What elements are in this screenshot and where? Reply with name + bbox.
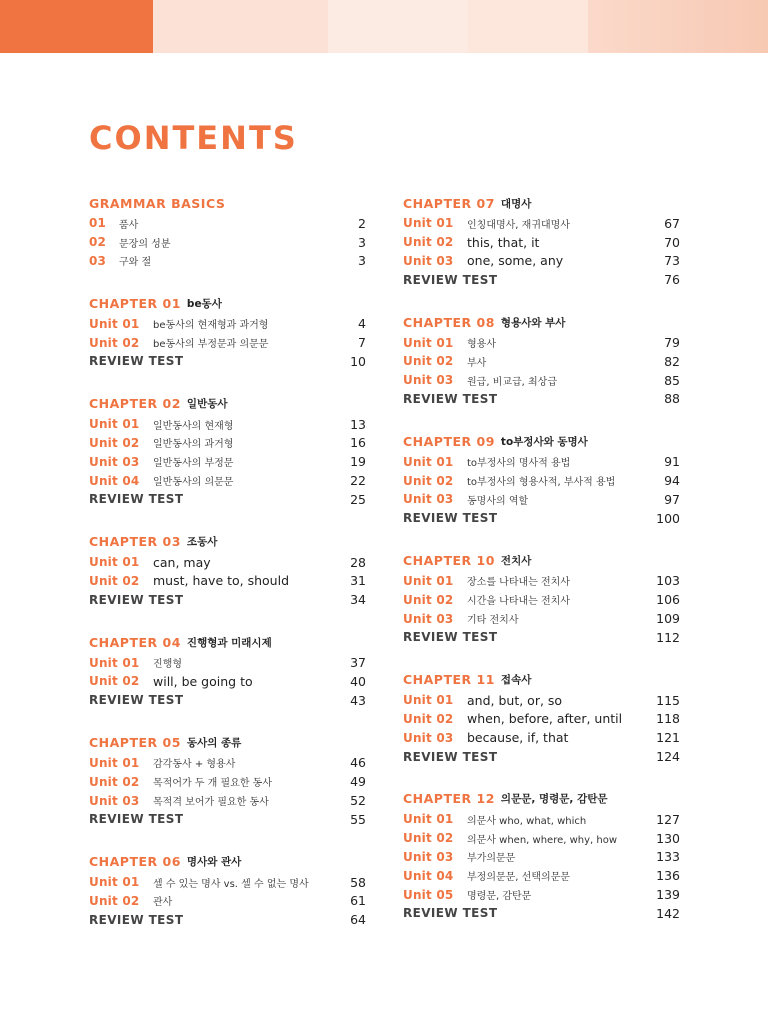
unit-label: Unit 02 — [89, 774, 140, 789]
toc-entry-row[interactable] — [89, 333, 366, 352]
toc-section — [89, 393, 366, 509]
page-number: 130 — [656, 830, 680, 846]
toc-entry-row[interactable] — [89, 314, 366, 333]
page-number: 46 — [350, 755, 366, 771]
toc-entry-row[interactable] — [403, 810, 680, 829]
unit-label: Unit 04 — [89, 473, 140, 488]
toc-entry-row[interactable] — [403, 233, 680, 252]
unit-label: Unit 01 — [89, 555, 140, 570]
unit-title: 부정의문문, 선택의문문 — [467, 872, 570, 884]
unit-title: and, but, or, so — [467, 692, 563, 708]
unit-label: Unit 01 — [403, 812, 454, 827]
unit-title: 의문사 who, what, which — [467, 815, 587, 827]
unit-title: 동명사의 역할 — [467, 495, 529, 507]
toc-section — [403, 311, 680, 408]
toc-entry-row[interactable] — [403, 214, 680, 233]
page-number: 133 — [656, 849, 680, 865]
unit-title: 장소를 나타내는 전치사 — [467, 577, 570, 589]
page-number: 37 — [350, 655, 366, 671]
toc-entry-row[interactable] — [89, 434, 366, 453]
header-block-gradient — [588, 0, 768, 53]
toc-section — [403, 669, 680, 766]
unit-label: Unit 01 — [89, 755, 140, 770]
page-number: 136 — [656, 868, 680, 884]
unit-label: Unit 03 — [89, 793, 140, 808]
page-number: 88 — [664, 391, 680, 407]
section-heading[interactable] — [89, 192, 366, 214]
review-test-row[interactable] — [89, 352, 366, 371]
unit-label: REVIEW TEST — [89, 354, 184, 369]
unit-title: 형용사 — [467, 339, 496, 351]
unit-title: 명령문, 감탄문 — [467, 891, 532, 903]
toc-entry-row[interactable] — [89, 754, 366, 773]
unit-title: 인칭대명사, 재귀대명사 — [467, 219, 570, 231]
toc-entry-row[interactable] — [403, 866, 680, 885]
unit-label: REVIEW TEST — [89, 812, 184, 827]
chapter-name: 진행형과 미래시제 — [186, 636, 272, 649]
unit-label: Unit 03 — [403, 730, 454, 745]
toc-entry-row[interactable] — [89, 672, 366, 691]
unit-label: REVIEW TEST — [403, 511, 498, 526]
chapter-tag: CHAPTER 06 — [89, 854, 181, 870]
toc-entry-row[interactable] — [89, 233, 366, 252]
unit-label: Unit 01 — [89, 655, 140, 670]
chapter-name: 조동사 — [186, 536, 218, 549]
page-number: 43 — [350, 692, 366, 708]
unit-title: 부가의문문 — [467, 853, 516, 865]
toc-right-column — [403, 192, 680, 945]
review-test-row[interactable] — [403, 390, 680, 409]
unit-title: 일반동사의 과거형 — [153, 439, 234, 451]
page-number: 2 — [358, 215, 366, 231]
review-test-row[interactable] — [403, 747, 680, 766]
unit-title: 품사 — [119, 219, 139, 231]
toc-entry-row[interactable] — [89, 873, 366, 892]
page-number: 70 — [664, 234, 680, 250]
toc-entry-row[interactable] — [403, 371, 680, 390]
page-number: 139 — [656, 887, 680, 903]
toc-entry-row[interactable] — [403, 885, 680, 904]
chapter-tag: CHAPTER 09 — [403, 433, 495, 449]
toc-entry-row[interactable] — [403, 252, 680, 271]
page-number: 82 — [664, 353, 680, 369]
unit-label: Unit 01 — [89, 316, 140, 331]
chapter-name: 일반동사 — [186, 398, 228, 411]
unit-title: 시간을 나타내는 전치사 — [467, 596, 570, 608]
page-number: 22 — [350, 473, 366, 489]
page-number: 73 — [664, 253, 680, 269]
unit-label: 02 — [89, 235, 107, 250]
toc-entry-row[interactable] — [89, 471, 366, 490]
toc-section — [89, 292, 366, 370]
unit-title: 셀 수 있는 명사 vs. 셀 수 없는 명사 — [153, 878, 309, 890]
unit-title: to부정사의 명사적 용법 — [467, 458, 571, 470]
toc-section — [89, 732, 366, 829]
unit-label: Unit 03 — [403, 253, 454, 268]
toc-section — [403, 788, 680, 923]
unit-title: because, if, that — [467, 730, 569, 746]
page-number: 100 — [656, 510, 680, 526]
unit-label: Unit 01 — [403, 335, 454, 350]
page-number: 67 — [664, 215, 680, 231]
unit-title: one, some, any — [467, 253, 564, 269]
unit-title: this, that, it — [467, 234, 540, 250]
unit-title: 일반동사의 현재형 — [153, 420, 234, 432]
section-heading[interactable] — [89, 851, 366, 873]
unit-label: Unit 05 — [403, 887, 454, 902]
page-number: 124 — [656, 749, 680, 765]
unit-title: 목적격 보어가 필요한 동사 — [153, 797, 269, 809]
review-test-row[interactable] — [403, 628, 680, 647]
unit-title: can, may — [153, 554, 211, 570]
chapter-tag: CHAPTER 01 — [89, 295, 181, 311]
unit-label: Unit 01 — [89, 875, 140, 890]
page-number: 97 — [664, 491, 680, 507]
page-number: 61 — [350, 893, 366, 909]
chapter-tag: CHAPTER 11 — [403, 672, 495, 688]
unit-label: Unit 02 — [403, 711, 454, 726]
header-block-light — [153, 0, 328, 53]
unit-label: Unit 03 — [403, 492, 454, 507]
toc-section — [403, 550, 680, 647]
unit-label: REVIEW TEST — [89, 492, 184, 507]
page-number: 109 — [656, 611, 680, 627]
unit-title: 진행형 — [153, 659, 182, 671]
review-test-row[interactable] — [403, 509, 680, 528]
toc-entry-row[interactable] — [403, 333, 680, 352]
header-block-dark — [0, 0, 153, 53]
page-number: 106 — [656, 592, 680, 608]
page-title: CONTENTS — [89, 119, 298, 157]
page-number: 19 — [350, 454, 366, 470]
unit-label: REVIEW TEST — [403, 906, 498, 921]
chapter-name: 명사와 관사 — [186, 856, 242, 869]
chapter-name: 형용사와 부사 — [500, 316, 566, 329]
unit-label: Unit 01 — [403, 216, 454, 231]
chapter-tag: CHAPTER 05 — [89, 735, 181, 751]
page-number: 127 — [656, 811, 680, 827]
unit-title: 목적어가 두 개 필요한 동사 — [153, 778, 272, 790]
unit-label: REVIEW TEST — [89, 693, 184, 708]
unit-title: will, be going to — [153, 673, 253, 689]
toc-entry-row[interactable] — [89, 791, 366, 810]
toc-entry-row[interactable] — [403, 452, 680, 471]
toc-entry-row[interactable] — [89, 772, 366, 791]
unit-label: Unit 02 — [403, 831, 454, 846]
unit-label: REVIEW TEST — [89, 592, 184, 607]
page-number: 76 — [664, 272, 680, 288]
chapter-tag: CHAPTER 03 — [89, 534, 181, 550]
page-number: 31 — [350, 573, 366, 589]
unit-title: must, have to, should — [153, 573, 290, 589]
unit-label: 03 — [89, 253, 107, 268]
section-heading[interactable] — [89, 393, 366, 415]
page-number: 115 — [656, 692, 680, 708]
section-heading[interactable] — [403, 430, 680, 452]
toc-entry-row[interactable] — [89, 452, 366, 471]
page-number: 34 — [350, 592, 366, 608]
page-number: 3 — [358, 234, 366, 250]
toc-entry-row[interactable] — [403, 691, 680, 710]
unit-label: Unit 01 — [403, 573, 454, 588]
header-color-band — [0, 0, 768, 53]
unit-title: 원급, 비교급, 최상급 — [467, 376, 557, 388]
page-number: 79 — [664, 335, 680, 351]
unit-label: Unit 03 — [403, 849, 454, 864]
review-test-row[interactable] — [89, 810, 366, 829]
unit-label: REVIEW TEST — [403, 391, 498, 406]
unit-label: Unit 02 — [89, 893, 140, 908]
unit-label: REVIEW TEST — [403, 630, 498, 645]
section-heading[interactable] — [89, 292, 366, 314]
toc-entry-row[interactable] — [89, 415, 366, 434]
toc-section — [89, 851, 366, 929]
page-number: 16 — [350, 435, 366, 451]
unit-label: Unit 03 — [403, 373, 454, 388]
chapter-tag: GRAMMAR BASICS — [89, 195, 226, 211]
review-test-row[interactable] — [89, 910, 366, 929]
page-number: 40 — [350, 673, 366, 689]
page-number: 10 — [350, 353, 366, 369]
toc-section — [89, 531, 366, 609]
unit-title: 감각동사 + 형용사 — [153, 759, 236, 771]
section-heading[interactable] — [403, 669, 680, 691]
review-test-row[interactable] — [89, 490, 366, 509]
toc-entry-row[interactable] — [403, 609, 680, 628]
section-heading[interactable] — [403, 788, 680, 810]
page-number: 85 — [664, 372, 680, 388]
unit-label: Unit 03 — [403, 611, 454, 626]
chapter-tag: CHAPTER 04 — [89, 634, 181, 650]
unit-label: REVIEW TEST — [403, 749, 498, 764]
unit-title: 관사 — [153, 897, 173, 909]
unit-label: Unit 02 — [89, 674, 140, 689]
page-number: 25 — [350, 491, 366, 507]
page-number: 52 — [350, 793, 366, 809]
review-test-row[interactable] — [89, 691, 366, 710]
page-number: 91 — [664, 454, 680, 470]
toc-entry-row[interactable] — [403, 848, 680, 867]
chapter-tag: CHAPTER 07 — [403, 195, 495, 211]
toc-entry-row[interactable] — [89, 653, 366, 672]
page-number: 55 — [350, 811, 366, 827]
section-heading[interactable] — [89, 732, 366, 754]
unit-label: Unit 01 — [403, 693, 454, 708]
page-number: 28 — [350, 554, 366, 570]
page-number: 112 — [656, 629, 680, 645]
toc-entry-row[interactable] — [89, 252, 366, 271]
unit-label: 01 — [89, 216, 107, 231]
unit-label: REVIEW TEST — [403, 272, 498, 287]
toc-entry-row[interactable] — [403, 829, 680, 848]
toc-entry-row[interactable] — [89, 553, 366, 572]
toc-entry-row[interactable] — [403, 590, 680, 609]
unit-label: Unit 02 — [403, 592, 454, 607]
review-test-row[interactable] — [403, 270, 680, 289]
page-number: 13 — [350, 416, 366, 432]
unit-title: to부정사의 형용사적, 부사적 용법 — [467, 477, 616, 489]
unit-title: 부사 — [467, 357, 487, 369]
unit-title: 문장의 성분 — [119, 238, 171, 250]
toc-entry-row[interactable] — [89, 214, 366, 233]
unit-title: 의문사 when, where, why, how — [467, 834, 618, 846]
chapter-name: 전치사 — [500, 555, 532, 568]
chapter-tag: CHAPTER 10 — [403, 553, 495, 569]
toc-entry-row[interactable] — [89, 572, 366, 591]
unit-label: Unit 02 — [403, 235, 454, 250]
chapter-name: be동사 — [186, 297, 222, 310]
unit-title: be동사의 부정문과 의문문 — [153, 339, 269, 351]
unit-title: be동사의 현재형과 과거형 — [153, 320, 269, 332]
toc-left-column — [89, 192, 366, 951]
toc-entry-row[interactable] — [89, 892, 366, 911]
section-heading[interactable] — [89, 531, 366, 553]
page-number: 4 — [358, 316, 366, 332]
toc-section — [403, 192, 680, 289]
unit-label: REVIEW TEST — [89, 912, 184, 927]
header-block-light-2 — [468, 0, 588, 53]
section-heading[interactable] — [403, 311, 680, 333]
toc-entry-row[interactable] — [403, 352, 680, 371]
chapter-name: 동사의 종류 — [186, 737, 242, 750]
unit-label: Unit 04 — [403, 868, 454, 883]
page-number: 3 — [358, 253, 366, 269]
page-number: 121 — [656, 730, 680, 746]
toc-section — [89, 631, 366, 709]
chapter-name: 접속사 — [500, 674, 532, 687]
toc-section — [403, 430, 680, 527]
page-number: 49 — [350, 774, 366, 790]
review-test-row[interactable] — [89, 590, 366, 609]
unit-title: when, before, after, until — [467, 711, 623, 727]
unit-label: Unit 03 — [89, 454, 140, 469]
review-test-row[interactable] — [403, 904, 680, 923]
unit-title: 일반동사의 의문문 — [153, 477, 234, 489]
unit-label: Unit 02 — [89, 335, 140, 350]
chapter-tag: CHAPTER 08 — [403, 314, 495, 330]
unit-title: 기타 전치사 — [467, 615, 519, 627]
page-number: 94 — [664, 473, 680, 489]
chapter-name: 대명사 — [500, 197, 532, 210]
chapter-tag: CHAPTER 02 — [89, 396, 181, 412]
toc-entry-row[interactable] — [403, 572, 680, 591]
page-number: 142 — [656, 905, 680, 921]
page-number: 103 — [656, 573, 680, 589]
page-number: 58 — [350, 874, 366, 890]
toc-entry-row[interactable] — [403, 471, 680, 490]
header-block-lighter — [328, 0, 468, 53]
unit-label: Unit 02 — [89, 573, 140, 588]
toc-entry-row[interactable] — [403, 710, 680, 729]
page-number: 7 — [358, 335, 366, 351]
chapter-name: 의문문, 명령문, 감탄문 — [500, 793, 608, 806]
section-heading[interactable] — [403, 192, 680, 214]
unit-label: Unit 02 — [403, 473, 454, 488]
unit-label: Unit 01 — [403, 454, 454, 469]
unit-label: Unit 02 — [89, 435, 140, 450]
chapter-tag: CHAPTER 12 — [403, 791, 495, 807]
unit-label: Unit 01 — [89, 417, 140, 432]
section-heading[interactable] — [403, 550, 680, 572]
unit-label: Unit 02 — [403, 354, 454, 369]
unit-title: 구와 절 — [119, 257, 152, 269]
page-number: 64 — [350, 912, 366, 928]
toc-entry-row[interactable] — [403, 490, 680, 509]
unit-title: 일반동사의 부정문 — [153, 458, 234, 470]
page-number: 118 — [656, 711, 680, 727]
toc-entry-row[interactable] — [403, 728, 680, 747]
chapter-name: to부정사와 동명사 — [500, 435, 588, 448]
section-heading[interactable] — [89, 631, 366, 653]
toc-section — [89, 192, 366, 270]
